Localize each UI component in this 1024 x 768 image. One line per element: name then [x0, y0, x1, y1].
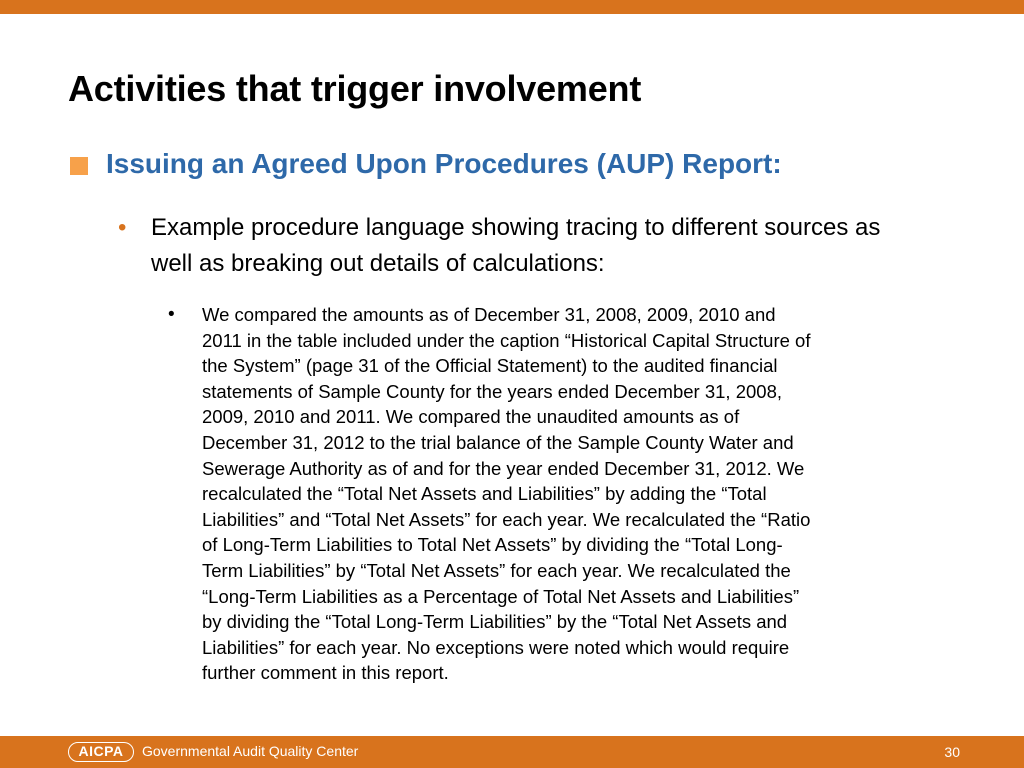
- level3-paragraph: We compared the amounts as of December 31, 2008, 2009, 2010 and 2011 in the table included under the caption “Historical Capital Structure of the System” (page 31 of the Official Statement) to the audited financial statements of Sample County for the years ended December 31, 2008, 2009, 2010 and 2011. We compared the unaudited amounts as of December 31, 2012 to the trial balance of the Sample County Water and Sewerage Authority as of and for the year ended December 31, 2012. We recalculated the “Total Net Assets and Liabilities” by adding the “Total Liabilities” and “Total Net Assets” for each year. We recalculated the “Ratio of Long-Term Liabilities to Total Net Assets” by dividing the “Total Long- Term Liabilities” by “Total Net Assets” for each year. We recalculated the “Long-Term Liabilities as a Percentage of Total Net Assets and Liabilities” by dividing the “Total Long-Term Liabilities” by the “Total Net Assets and Liabilities” for each year. No exceptions were noted which would require further comment in this report.: [202, 304, 811, 684]
- small-bullet-icon: •: [168, 304, 175, 325]
- level1-bullet-text: Issuing an Agreed Upon Procedures (AUP) Report:: [106, 148, 782, 179]
- slide-title: Activities that trigger involvement: [68, 68, 642, 109]
- level2-bullet-text: Example procedure language showing tracing to different sources as well as breaking out details of calculations:: [151, 214, 881, 277]
- aicpa-logo: AICPA: [68, 742, 134, 762]
- footer-organization: Governmental Audit Quality Center: [142, 743, 359, 759]
- footer-bar: [0, 736, 1024, 768]
- square-bullet-icon: [70, 157, 88, 175]
- top-accent-bar: [0, 0, 1024, 14]
- page-number: 30: [944, 744, 960, 760]
- dot-bullet-icon: •: [118, 214, 127, 241]
